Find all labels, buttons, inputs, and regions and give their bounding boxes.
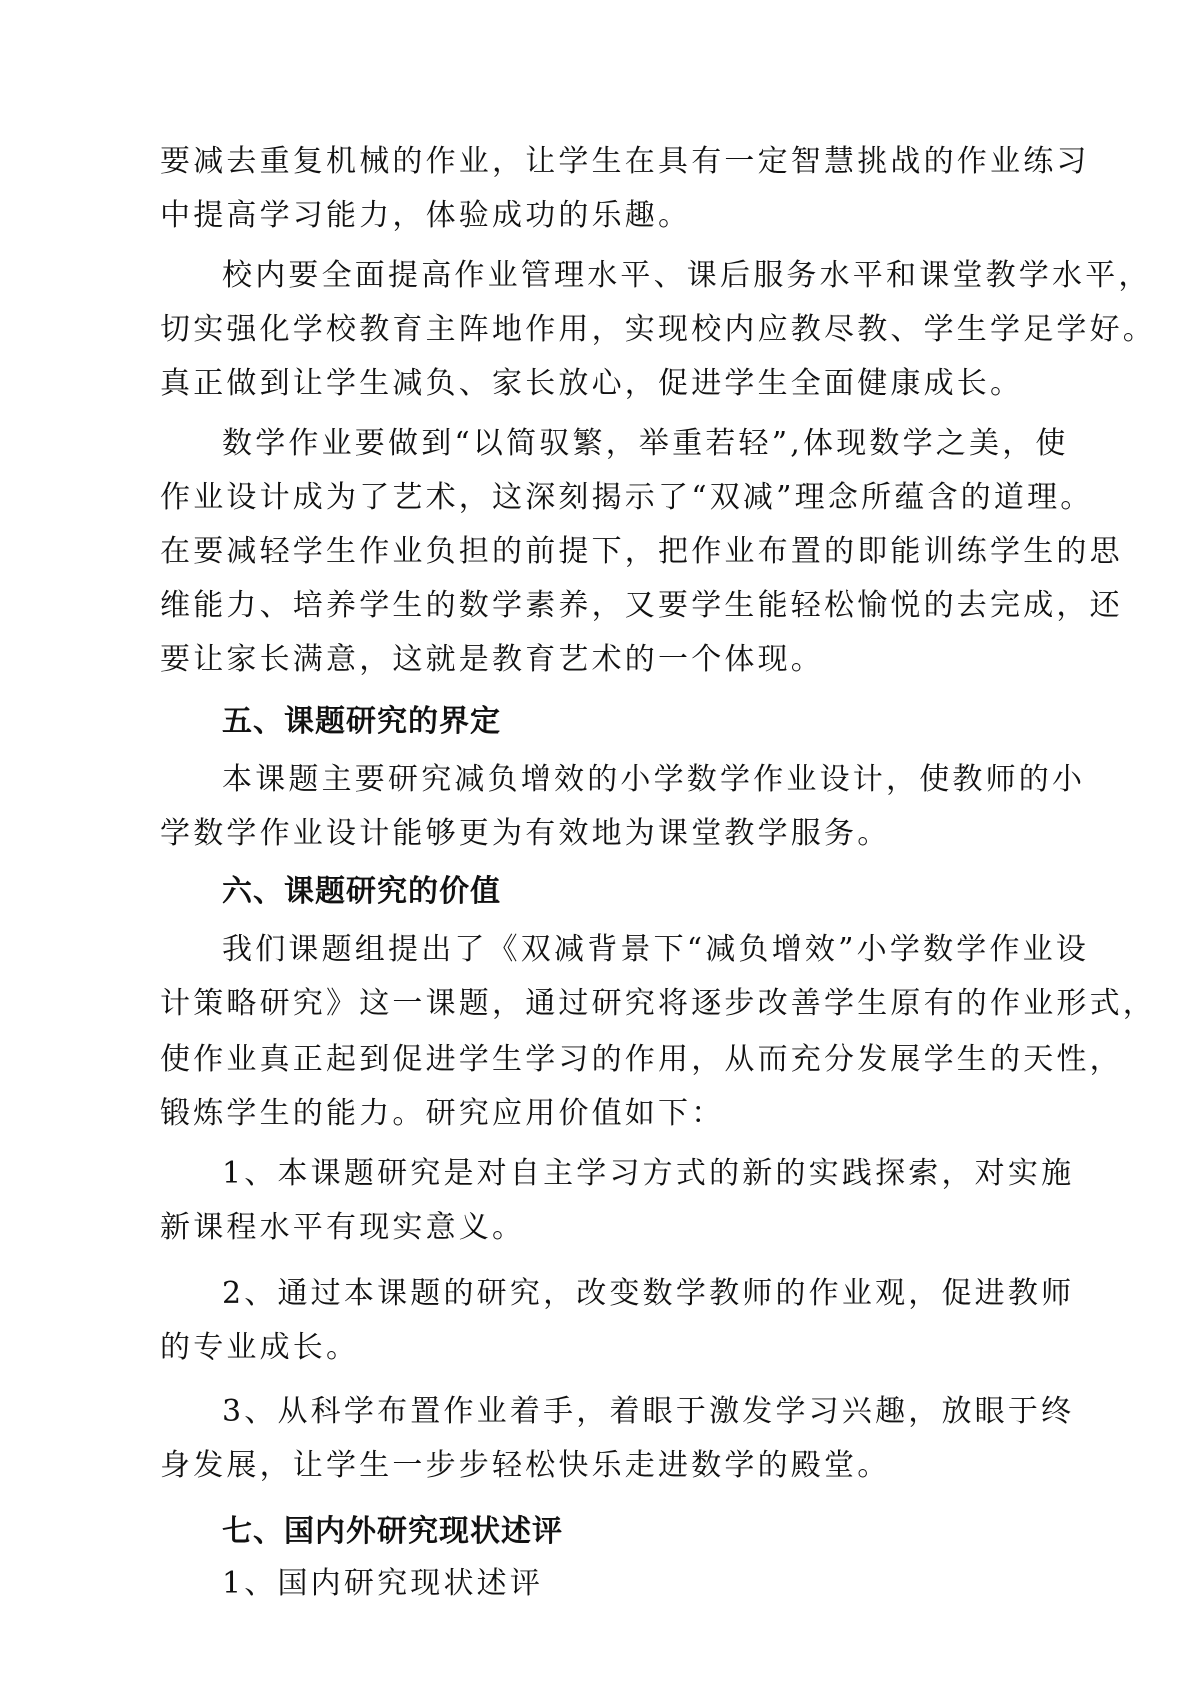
list-item-line: 3、从科学布置作业着手，着眼于激发学习兴趣，放眼于终 (222, 1394, 1075, 1429)
paragraph-line: 计策略研究》这一课题，通过研究将逐步改善学生原有的作业形式， (160, 986, 1156, 1021)
list-item-line: 的专业成长。 (160, 1330, 360, 1365)
list-item-line: 新课程水平有现实意义。 (160, 1210, 526, 1245)
list-item-line: 身发展，让学生一步步轻松快乐走进数学的殿堂。 (160, 1448, 891, 1483)
paragraph-line: 作业设计成为了艺术，这深刻揭示了“双减”理念所蕴含的道理。 (160, 480, 1094, 515)
paragraph-line: 使作业真正起到促进学生学习的作用，从而充分发展学生的天性， (160, 1042, 1123, 1077)
paragraph-line: 切实强化学校教育主阵地作用，实现校内应教尽教、学生学足学好。 (160, 312, 1156, 347)
section-heading: 五、课题研究的界定 (222, 704, 501, 739)
paragraph-line: 校内要全面提高作业管理水平、课后服务水平和课堂教学水平， (222, 258, 1152, 293)
paragraph-line: 数学作业要做到“以简驭繁，举重若轻”,体现数学之美，使 (222, 426, 1069, 461)
paragraph-line: 学数学作业设计能够更为有效地为课堂教学服务。 (160, 816, 891, 851)
paragraph-line: 要减去重复机械的作业，让学生在具有一定智慧挑战的作业练习 (160, 144, 1090, 179)
paragraph-line: 锻炼学生的能力。研究应用价值如下： (160, 1096, 725, 1131)
paragraph-line: 维能力、培养学生的数学素养，又要学生能轻松愉悦的去完成，还 (160, 588, 1123, 623)
paragraph-line: 在要减轻学生作业负担的前提下，把作业布置的即能训练学生的思 (160, 534, 1123, 569)
paragraph-line: 本课题主要研究减负增效的小学数学作业设计，使教师的小 (222, 762, 1086, 797)
paragraph-line: 要让家长满意，这就是教育艺术的一个体现。 (160, 642, 824, 677)
section-heading: 六、课题研究的价值 (222, 874, 501, 909)
subsection-heading: 1、国内研究现状述评 (222, 1566, 544, 1601)
list-item-line: 1、本课题研究是对自主学习方式的新的实践探索，对实施 (222, 1156, 1075, 1191)
paragraph-line: 中提高学习能力，体验成功的乐趣。 (160, 198, 692, 233)
paragraph-line: 真正做到让学生减负、家长放心，促进学生全面健康成长。 (160, 366, 1024, 401)
list-item-line: 2、通过本课题的研究，改变数学教师的作业观，促进教师 (222, 1276, 1075, 1311)
section-heading: 七、国内外研究现状述评 (222, 1514, 563, 1549)
paragraph-line: 我们课题组提出了《双减背景下“减负增效”小学数学作业设 (222, 932, 1090, 967)
